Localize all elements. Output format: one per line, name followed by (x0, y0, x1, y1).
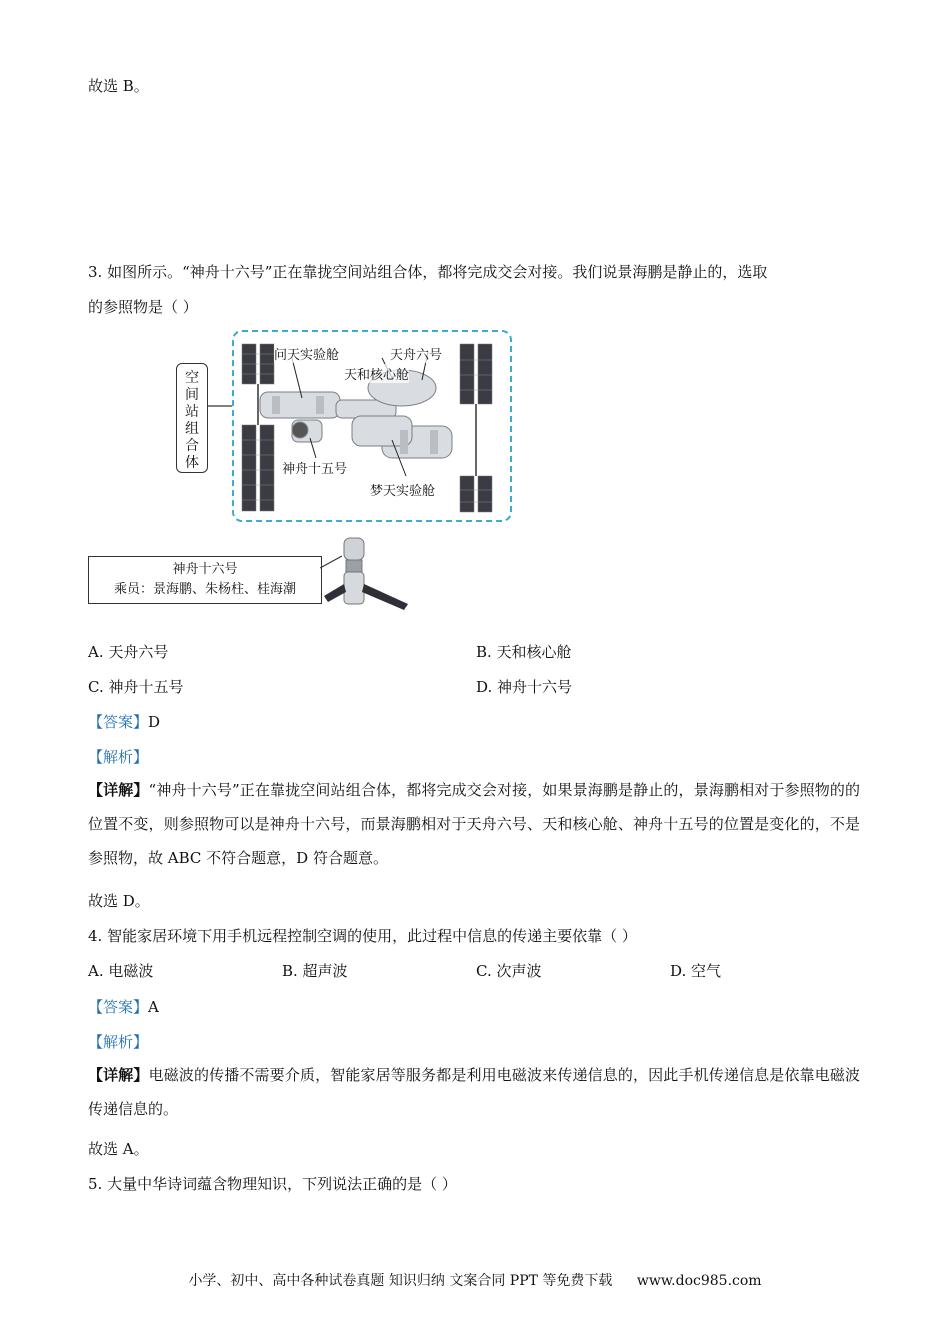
label-tianhe: 天和核心舱 (344, 364, 409, 383)
q4-option-a: A. 电磁波 (88, 962, 154, 980)
q3-option-b: B. 天和核心舱 (476, 643, 572, 661)
q3-stem-line1: 3. 如图所示。“神舟十六号”正在靠拢空间站组合体，都将完成交会对接。我们说景海鹏是静止的，选取 (88, 263, 768, 281)
q4-analysis-tag: 【解析】 (88, 1033, 149, 1051)
shenzhou16-crew-box (88, 556, 322, 604)
station-combination-label: 空 间 站 组 合 体 (176, 363, 208, 473)
q4-answer (88, 997, 159, 1017)
q3-option-d: D. 神舟十六号 (476, 678, 573, 696)
q3-detail (88, 773, 860, 875)
answer-value: D (148, 713, 161, 731)
q4-stem: 4. 智能家居环境下用手机远程控制空调的使用，此过程中信息的传递主要依靠（ ） (88, 927, 637, 945)
answer-tag: 【答案】 (88, 998, 149, 1016)
label-pointer-arrow (208, 400, 236, 412)
answer-value: A (148, 998, 159, 1016)
detail-tag: 【详解】 (88, 781, 149, 799)
q4-option-d: D. 空气 (670, 962, 722, 980)
q3-conclusion: 故选 D。 (88, 892, 150, 910)
space-station-figure (88, 330, 518, 620)
footer-text: 小学、初中、高中各种试卷真题 知识归纳 文案合同 PPT 等免费下载 (188, 1273, 613, 1289)
shenzhou16-illustration (320, 534, 412, 614)
detail-text: 电磁波的传播不需要介质，智能家居等服务都是利用电磁波来传递信息的，因此手机传递信息是依靠电磁波传递信息的。 (88, 1066, 860, 1118)
label-mengtian: 梦天实验舱 (370, 480, 435, 499)
label-tianzhou6: 天舟六号 (390, 344, 442, 363)
q3-stem-line2: 的参照物是（ ） (88, 298, 198, 316)
answer-tag: 【答案】 (88, 713, 149, 731)
detail-text: “神舟十六号”正在靠拢空间站组合体，都将完成交会对接，如果景海鹏是静止的，景海鹏相对于参照物的的位置不变，则参照物可以是神舟十六号，而景海鹏相对于天舟六号、天和核心舱、神舟十五号的位置是变化的，不是参照物，故 ABC 不符合题意，D 符合题意。 (88, 781, 860, 867)
q3-answer (88, 712, 160, 732)
q3-option-a: A. 天舟六号 (88, 643, 169, 661)
label-shenzhou15: 神舟十五号 (282, 458, 347, 477)
q4-option-b: B. 超声波 (282, 962, 348, 980)
crew-title: 神舟十六号 (172, 562, 238, 577)
q5-stem: 5. 大量中华诗词蕴含物理知识，下列说法正确的是（ ） (88, 1175, 457, 1193)
q4-detail (88, 1058, 860, 1126)
q4-option-c: C. 次声波 (476, 962, 542, 980)
label-wentian: 问天实验舱 (274, 344, 339, 363)
crew-names: 乘员：景海鹏、朱杨柱、桂海潮 (113, 582, 296, 597)
page-footer (0, 1270, 950, 1290)
q2-conclusion: 故选 B。 (88, 77, 149, 95)
q3-option-c: C. 神舟十五号 (88, 678, 184, 696)
q3-analysis-tag: 【解析】 (88, 748, 149, 766)
footer-url: www.doc985.com (636, 1273, 762, 1289)
q4-conclusion: 故选 A。 (88, 1140, 149, 1158)
detail-tag: 【详解】 (88, 1066, 149, 1084)
